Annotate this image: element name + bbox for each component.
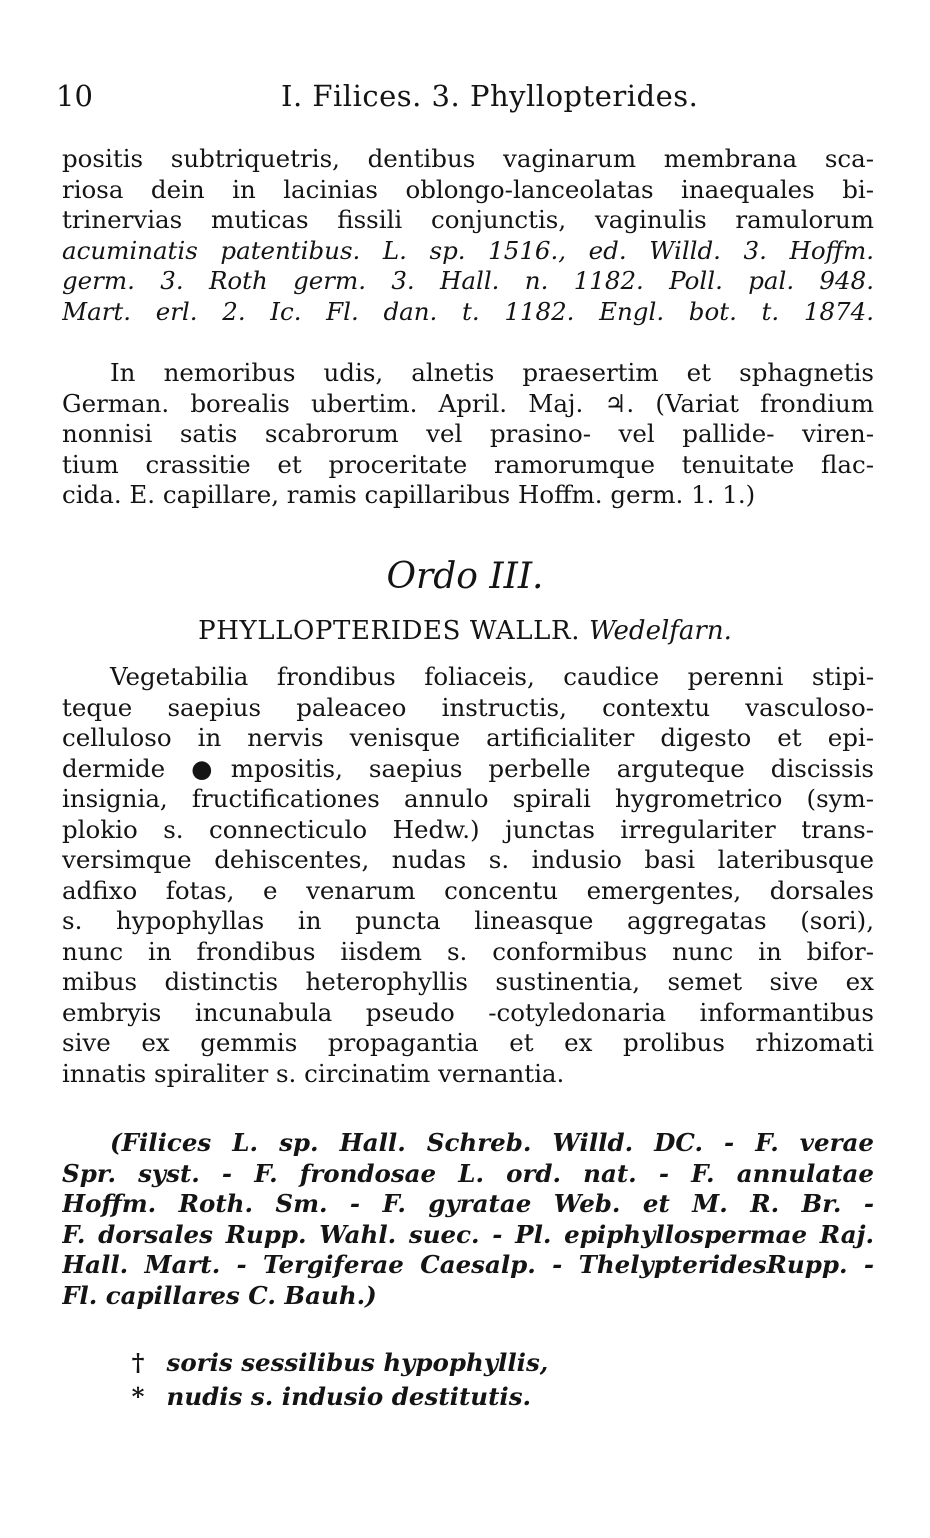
text-line: In nemoribus udis, alnetis praesertim et sphagnetis <box>110 358 874 387</box>
order-vernacular-name: Wedelfarn. <box>588 616 732 646</box>
text-line: s. hypophyllas in puncta lineasque aggregatas (sori), <box>62 906 874 935</box>
synonym-block <box>62 1128 874 1311</box>
text-line: acuminatis patentibus. L. sp. 1516., ed. Willd. 3. Hoffm. <box>62 235 874 265</box>
text-line: trinervias muticas fissili conjunctis, vaginulis ramulorum <box>62 205 874 234</box>
text-line: adfixo fotas, e venarum concentu emergentes, dorsales <box>62 875 874 905</box>
text-line: mibus distinctis heterophyllis sustinentia, semet sive ex <box>62 967 874 996</box>
text-line: German. borealis ubertim. April. Maj. ♃. (Variat frondium <box>62 388 874 418</box>
text-line: tium crassitie et proceritate ramorumque tenuitate flac- <box>62 449 874 479</box>
text-line: embryis incunabula pseudo -cotyledonaria informantibus <box>62 997 874 1027</box>
text-line: teque saepius paleaceo instructis, contextu vasculoso- <box>62 692 874 722</box>
text-line: versimque dehiscentes, nudas s. indusio basi lateribusque <box>62 845 874 874</box>
text-line: Hall. Mart. - Tergiferae Caesalp. - ThelypteridesRupp. - <box>62 1250 874 1279</box>
legend-item-sessile <box>118 1346 818 1380</box>
text-line: Hoffm. Roth. Sm. - F. gyratae Web. et M. R. Br. - <box>62 1189 874 1218</box>
text-line: celluloso in nervis venisque artificialiter digesto et epi- <box>62 723 874 752</box>
text-line: Fl. capillares C. Bauh.) <box>62 1280 377 1310</box>
text-line: (Filices L. sp. Hall. Schreb. Willd. DC. - F. verae <box>110 1128 874 1157</box>
text-line: innatis spiraliter s. circinatim vernantia. <box>62 1058 565 1088</box>
paragraph-description-end <box>62 144 874 327</box>
paragraph-habitat <box>62 358 874 511</box>
dagger-symbol: † <box>131 1348 145 1377</box>
text-line: germ. 3. Roth germ. 3. Hall. n. 1182. Poll. pal. 948. <box>62 266 874 295</box>
order-heading: Ordo III. <box>386 556 544 597</box>
page-number: 10 <box>56 79 93 113</box>
text-line: F. dorsales Rupp. Wahl. suec. - Pl. epiphyllospermae Raj. <box>62 1219 874 1249</box>
legend-text: soris sessilibus hypophyllis, <box>166 1348 549 1377</box>
text-line: sive ex gemmis propagantia et ex prolibus rhizomati <box>62 1028 874 1057</box>
text-line: positis subtriquetris, dentibus vaginarum membrana sca- <box>62 144 874 173</box>
page-header <box>56 78 876 118</box>
legend-item-naked <box>118 1380 818 1414</box>
order-latin-name: PHYLLOPTERIDES WALLR. <box>198 616 581 646</box>
text-line: Mart. erl. 2. Ic. Fl. dan. t. 1182. Engl. bot. t. 1874. <box>62 296 874 326</box>
paragraph-order-description <box>62 662 874 1089</box>
order-name <box>0 614 930 648</box>
text-line: riosa dein in lacinias oblongo-lanceolatas inaequales bi- <box>62 174 874 204</box>
running-head: I. Filices. 3. Phyllopterides. <box>281 79 699 113</box>
text-line: plokio s. connecticulo Hedw.) junctas irregulariter trans- <box>62 814 874 844</box>
text-line: Vegetabilia frondibus foliaceis, caudice perenni stipi- <box>110 662 874 691</box>
asterisk-symbol: * <box>131 1382 145 1411</box>
text-line: Spr. syst. - F. frondosae L. ord. nat. - F. annulatae <box>62 1158 874 1188</box>
legend-text: nudis s. indusio destitutis. <box>166 1382 532 1411</box>
text-line: nunc in frondibus iisdem s. conformibus nunc in bifor- <box>62 936 874 966</box>
text-line: cida. E. capillare, ramis capillaribus Hoffm. germ. 1. 1.) <box>62 480 756 509</box>
text-line: nonnisi satis scabrorum vel prasino- vel pallide- viren- <box>62 419 874 448</box>
text-line: dermide ●mpositis, saepius perbelle arguteque discissis <box>62 753 874 783</box>
text-line: insignia, fructificationes annulo spirali hygrometrico (sym- <box>62 784 874 813</box>
